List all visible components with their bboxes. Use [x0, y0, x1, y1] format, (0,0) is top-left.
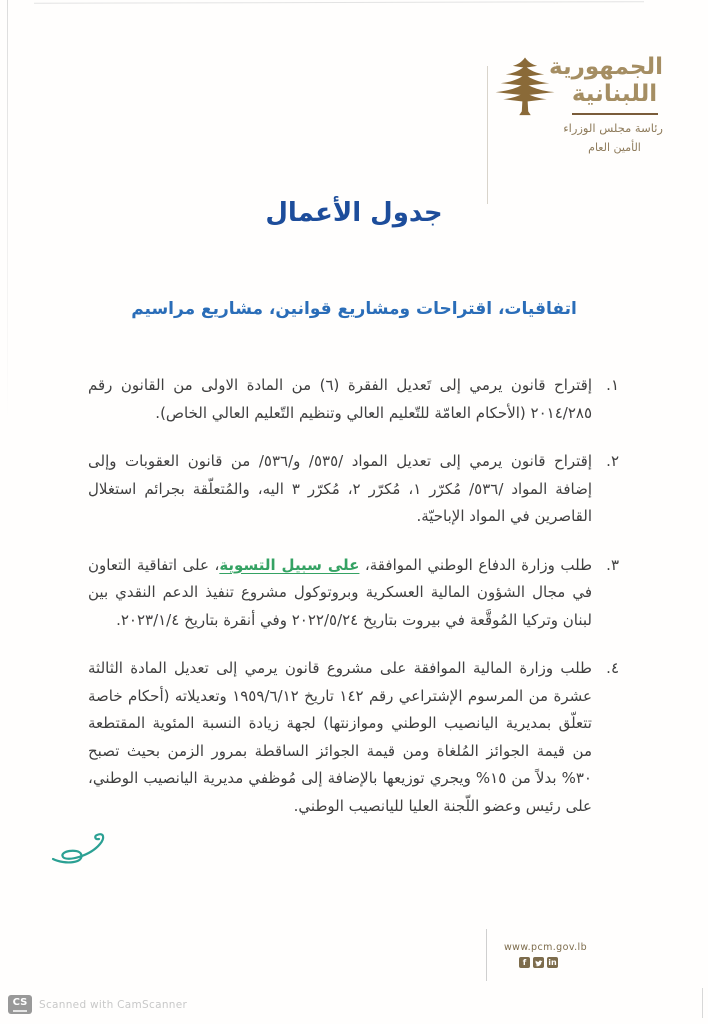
- letterhead-rule: [572, 113, 658, 115]
- camscanner-badge-bar: [13, 1010, 27, 1012]
- letterhead-org: رئاسة مجلس الوزراء: [563, 121, 663, 136]
- agenda-item-3: [88, 552, 619, 635]
- twitter-icon: [533, 957, 544, 968]
- letterhead-suborg: الأمين العام: [588, 141, 641, 155]
- cedar-tree-icon: [493, 56, 557, 118]
- republic-line1: الجمهورية: [549, 54, 663, 80]
- linkedin-icon: in: [548, 957, 557, 967]
- item-1-text: إقتراح قانون يرمي إلى تَعديل الفقرة (٦) من المادة الاولى من القانون رقم ٢٠١٤/٢٨٥ (الأحكام العامّة للتّعليم العالي وتنظيم التّعليم العالي الخاص).: [88, 376, 593, 422]
- agenda-list: [88, 372, 619, 820]
- footer-social-icons: [519, 957, 558, 968]
- item-4-number: ٤.: [606, 659, 619, 677]
- agenda-item-4: [88, 655, 619, 820]
- camscanner-logo: [8, 995, 32, 1014]
- camscanner-watermark: [8, 995, 187, 1014]
- item-3-number: ٣.: [606, 555, 619, 574]
- agenda-item-1: [88, 372, 619, 427]
- letterhead-text-block: [549, 54, 663, 155]
- item-4-text: طلب وزارة المالية الموافقة على مشروع قانون يرمي إلى تعديل المادة الثالثة عشرة من المرسوم الإشتراعي رقم ١٤٢ تاريخ ١٩٥٩/٦/١٢ وتعديلاته (أحكام خاصة تتعلّق بمديرية اليانصيب الوطني وموازنتها) لجهة زيادة النسبة المئوية المقتطعة من قيمة الجوائز المُلغاة ومن قيمة الجوائز الساقطة بمرور الزمن بحيث تصبح ٣٠% بدلاً من ١٥% ويجري توزيعها بالإضافة إلى مُوظفي مديرية اليانصيب الوطني، على رئيس وعضو اللّجنة العليا لليانصيب الوطني.: [88, 659, 592, 815]
- item-2-text: إقتراح قانون يرمي إلى تعديل المواد /٥٣٥/ و/٥٣٦/ من قانون العقوبات وإلى إضافة المواد /٥٣٦/ مُكرّر ١، مُكرّر ٢، مُكرّر ٣ اليه، والمُتعلّقة بجرائم استغلال القاصرين في المواد الإباحيّة.: [88, 452, 593, 525]
- republic-line2: اللبنانية: [571, 81, 658, 108]
- agenda-item-2: [88, 448, 619, 531]
- item-3-text-post: ، على اتفاقية التعاون في مجال الشؤون المالية العسكرية وبروتوكول مشروع تنفيذ الدعم النقدي بين لبنان وتركيا المُوقَّعة في بيروت بتاريخ ٢٠٢٢/٥/٢٤ وفي أنقرة بتاريخ ٢٠٢٣/١/٤.: [88, 555, 592, 629]
- page-subtitle: اتفاقيات، اقتراحات ومشاريع قوانين، مشاريع مراسيم: [131, 299, 577, 319]
- scan-artifact-top-line: [34, 1, 644, 4]
- scan-artifact-right-edge: [702, 988, 703, 1018]
- footer-divider-line: [486, 929, 487, 981]
- letterhead-divider-line: [487, 66, 488, 204]
- item-3-highlight: على سبيل التسوية: [219, 555, 360, 574]
- letterhead: [487, 54, 677, 154]
- camscanner-badge-text: CS: [12, 996, 28, 1008]
- republic-calligraphy: [549, 54, 663, 108]
- item-1-number: ١.: [606, 376, 619, 394]
- item-2-number: ٢.: [606, 452, 619, 470]
- facebook-icon: f: [519, 957, 530, 968]
- signature-squiggle: [46, 820, 116, 868]
- camscanner-label: Scanned with CamScanner: [39, 998, 188, 1011]
- footer-website: www.pcm.gov.lb: [504, 942, 588, 953]
- page-title: جدول الأعمال: [265, 198, 443, 228]
- item-3-text-pre: طلب وزارة الدفاع الوطني الموافقة،: [359, 555, 593, 574]
